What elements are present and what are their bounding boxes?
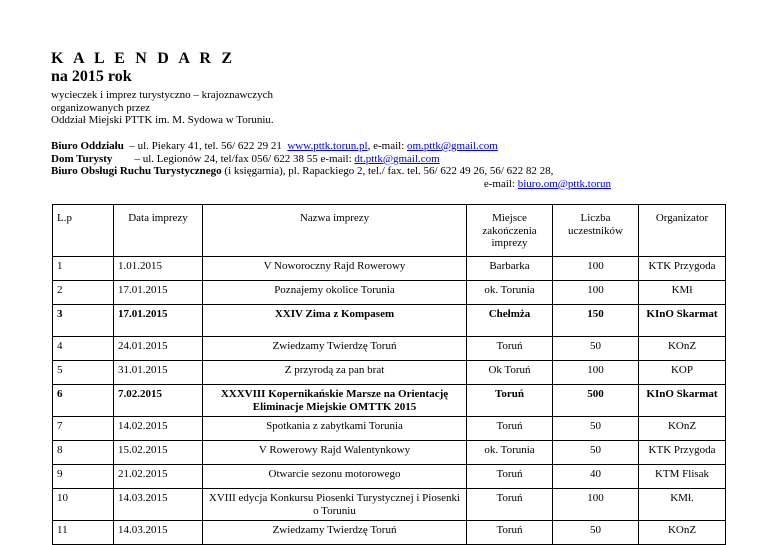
cell-place: Ok Toruń — [467, 361, 553, 385]
cell-lp: 4 — [53, 337, 114, 361]
cell-lp: 3 — [53, 305, 114, 337]
cell-org: KInO Skarmat — [639, 385, 726, 417]
document-description — [51, 89, 274, 127]
cell-name: Zwiedzamy Twierdzę Toruń — [203, 521, 467, 545]
cell-date: 7.02.2015 — [114, 385, 203, 417]
biuro-address: (i księgarnia), pl. Rapackiego 2, tel./ fax. tel. 56/ 622 49 26, 56/ 622 82 28, — [221, 165, 554, 177]
cell-org: KMł — [639, 281, 726, 305]
cell-name: Z przyrodą za pan brat — [203, 361, 467, 385]
cell-name: Zwiedzamy Twierdzę Toruń — [203, 337, 467, 361]
cell-lp: 5 — [53, 361, 114, 385]
cell-name: Otwarcie sezonu motorowego — [203, 465, 467, 489]
dom-turysty-email-link[interactable]: dt.pttk@gmail.com — [354, 152, 440, 165]
office-email-prefix: , e-mail: — [367, 140, 407, 152]
description-line: Oddział Miejski PTTK im. M. Sydowa w Toruniu. — [51, 114, 274, 126]
cell-lp: 8 — [53, 441, 114, 465]
cell-place: Toruń — [467, 385, 553, 417]
cell-name: V Rowerowy Rajd Walentynkowy — [203, 441, 467, 465]
cell-date: 1.01.2015 — [114, 257, 203, 281]
biuro-email-link[interactable]: biuro.om@pttk.torun — [517, 177, 611, 190]
description-line: organizowanych przez — [51, 101, 151, 114]
cell-lp: 11 — [53, 521, 114, 545]
cell-count: 100 — [553, 281, 639, 305]
contact-line-dom-turysty — [51, 153, 611, 166]
cell-date: 17.01.2015 — [114, 305, 203, 337]
table-row — [53, 257, 726, 281]
cell-place: Toruń — [467, 465, 553, 489]
contact-line-biuro — [51, 165, 611, 178]
cell-count: 100 — [553, 489, 639, 521]
header-count: Liczba uczestników — [553, 205, 639, 257]
cell-lp: 7 — [53, 417, 114, 441]
header-place: Miejsce zakończenia imprezy — [467, 205, 553, 257]
cell-date: 24.01.2015 — [114, 337, 203, 361]
cell-lp: 1 — [53, 257, 114, 281]
table-row — [53, 281, 726, 305]
cell-place: Toruń — [467, 337, 553, 361]
dom-turysty-address: – ul. Legionów 24, tel/fax 056/ 622 38 55 e-mail: — [112, 152, 355, 165]
table-row — [53, 441, 726, 465]
cell-count: 100 — [553, 257, 639, 281]
cell-place: ok. Torunia — [467, 441, 553, 465]
header-name: Nazwa imprezy — [203, 205, 467, 257]
cell-lp: 9 — [53, 465, 114, 489]
cell-place: Toruń — [467, 417, 553, 441]
table-row — [53, 361, 726, 385]
table-row — [53, 489, 726, 521]
document-subtitle: na 2015 rok — [51, 68, 132, 85]
cell-date: 14.03.2015 — [114, 489, 203, 521]
table-row — [53, 521, 726, 545]
contact-line-office — [51, 140, 611, 153]
biuro-label: Biuro Obsługi Ruchu Turystycznego — [51, 165, 222, 177]
contact-block — [51, 140, 611, 190]
cell-date: 31.01.2015 — [114, 361, 203, 385]
cell-count: 50 — [553, 417, 639, 441]
document-title: K A L E N D A R Z — [51, 50, 236, 67]
cell-name: XVIII edycja Konkursu Piosenki Turystycznej i Piosenki o Toruniu — [203, 489, 467, 521]
cell-date: 14.02.2015 — [114, 417, 203, 441]
table-row — [53, 385, 726, 417]
header-lp: L.p — [53, 205, 114, 257]
contact-line-biuro-email — [51, 178, 611, 191]
cell-count: 50 — [553, 441, 639, 465]
description-line: wycieczek i imprez turystyczno – krajoznawczych — [51, 89, 274, 101]
office-address: – ul. Piekary 41, tel. 56/ 622 29 21 — [123, 140, 288, 152]
website-link[interactable]: www.pttk.torun.pl — [287, 140, 368, 152]
office-email-link[interactable]: om.pttk@gmail.com — [407, 140, 498, 152]
cell-date: 17.01.2015 — [114, 281, 203, 305]
cell-count: 50 — [553, 337, 639, 361]
cell-org: KOP — [639, 361, 726, 385]
cell-count: 500 — [553, 385, 639, 417]
cell-count: 50 — [553, 521, 639, 545]
dom-turysty-label: Dom Turysty — [51, 152, 113, 165]
cell-org: KMł. — [639, 489, 726, 521]
cell-place: ok. Torunia — [467, 281, 553, 305]
cell-lp: 10 — [53, 489, 114, 521]
cell-org: KTM Flisak — [639, 465, 726, 489]
events-table — [52, 204, 726, 545]
table-row — [53, 305, 726, 337]
cell-org: KTK Przygoda — [639, 441, 726, 465]
cell-count: 150 — [553, 305, 639, 337]
cell-place: Chełmża — [467, 305, 553, 337]
cell-org: KOnZ — [639, 337, 726, 361]
table-row — [53, 337, 726, 361]
cell-place: Toruń — [467, 521, 553, 545]
cell-org: KOnZ — [639, 521, 726, 545]
cell-count: 100 — [553, 361, 639, 385]
office-label: Biuro Oddziału — [51, 140, 124, 152]
table-row — [53, 417, 726, 441]
cell-org: KInO Skarmat — [639, 305, 726, 337]
cell-date: 15.02.2015 — [114, 441, 203, 465]
cell-name: Poznajemy okolice Torunia — [203, 281, 467, 305]
header-org: Organizator — [639, 205, 726, 257]
cell-date: 14.03.2015 — [114, 521, 203, 545]
cell-date: 21.02.2015 — [114, 465, 203, 489]
cell-name: V Noworoczny Rajd Rowerowy — [203, 257, 467, 281]
biuro-email-prefix: e-mail: — [483, 177, 518, 190]
cell-count: 40 — [553, 465, 639, 489]
cell-name: Spotkania z zabytkami Torunia — [203, 417, 467, 441]
cell-lp: 6 — [53, 385, 114, 417]
table-row — [53, 465, 726, 489]
cell-name: XXIV Zima z Kompasem — [203, 305, 467, 337]
cell-place: Toruń — [467, 489, 553, 521]
cell-lp: 2 — [53, 281, 114, 305]
table-header-row — [53, 205, 726, 257]
cell-org: KTK Przygoda — [639, 257, 726, 281]
cell-name: XXXVIII Kopernikańskie Marsze na Orientację Eliminacje Miejskie OMTTK 2015 — [203, 385, 467, 417]
cell-place: Barbarka — [467, 257, 553, 281]
header-date: Data imprezy — [114, 205, 203, 257]
cell-org: KOnZ — [639, 417, 726, 441]
